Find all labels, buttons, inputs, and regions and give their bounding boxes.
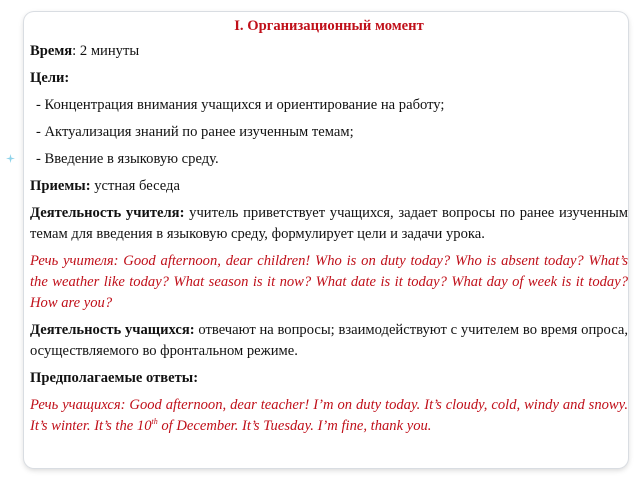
students-speech-before: Речь учащихся: Good afternoon, dear teacher! I’m on duty today. It’s cloudy, cold, windy and snowy. It’s winter. It’s the 10 [30, 397, 628, 434]
goal-item-1: - Концентрация внимания учащихся и ориентирование на работу; [36, 97, 445, 113]
time-value: : 2 минуты [72, 43, 140, 59]
students-activity-paragraph [30, 320, 628, 362]
students-activity-text: отвечают на вопросы; взаимодействуют с учителем во время опроса, осуществляемого во фронтальном режиме. [30, 322, 628, 359]
expected-answers-label: Предполагаемые ответы: [30, 370, 199, 386]
bullet-icon [6, 154, 15, 163]
teacher-activity-paragraph [30, 203, 628, 245]
time-line [30, 41, 628, 62]
teacher-speech-paragraph: Речь учителя: Good afternoon, dear children! Who is on duty today? Who is absent today? What’s the weather like today? What season is it now? What date is it today? What day of week is it today? How are you? [30, 253, 628, 311]
goal-item-3: - Введение в языковую среду. [36, 151, 219, 167]
methods-line [30, 176, 628, 197]
goals-label: Цели: [30, 70, 70, 86]
time-label: Время [30, 43, 73, 59]
slide-content [30, 16, 628, 443]
students-speech-after: of December. It’s Tuesday. I’m fine, thank you. [157, 418, 432, 434]
methods-label: Приемы: [30, 178, 91, 194]
goal-item-2: - Актуализация знаний по ранее изученным темам; [36, 124, 354, 140]
goal-item-3-row [30, 149, 628, 170]
ordinal-suffix: th [151, 417, 158, 427]
slide-title: I. Организационный момент [234, 18, 424, 34]
teacher-activity-label: Деятельность учителя: [30, 205, 185, 221]
students-speech-paragraph [30, 395, 628, 437]
methods-value: устная беседа [90, 178, 180, 194]
teacher-activity-text: учитель приветствует учащихся, задает вопросы по ранее изученным темам для введения в языковую среду, формулирует цели и задачи урока. [30, 205, 629, 242]
students-activity-label: Деятельность учащихся: [30, 322, 195, 338]
